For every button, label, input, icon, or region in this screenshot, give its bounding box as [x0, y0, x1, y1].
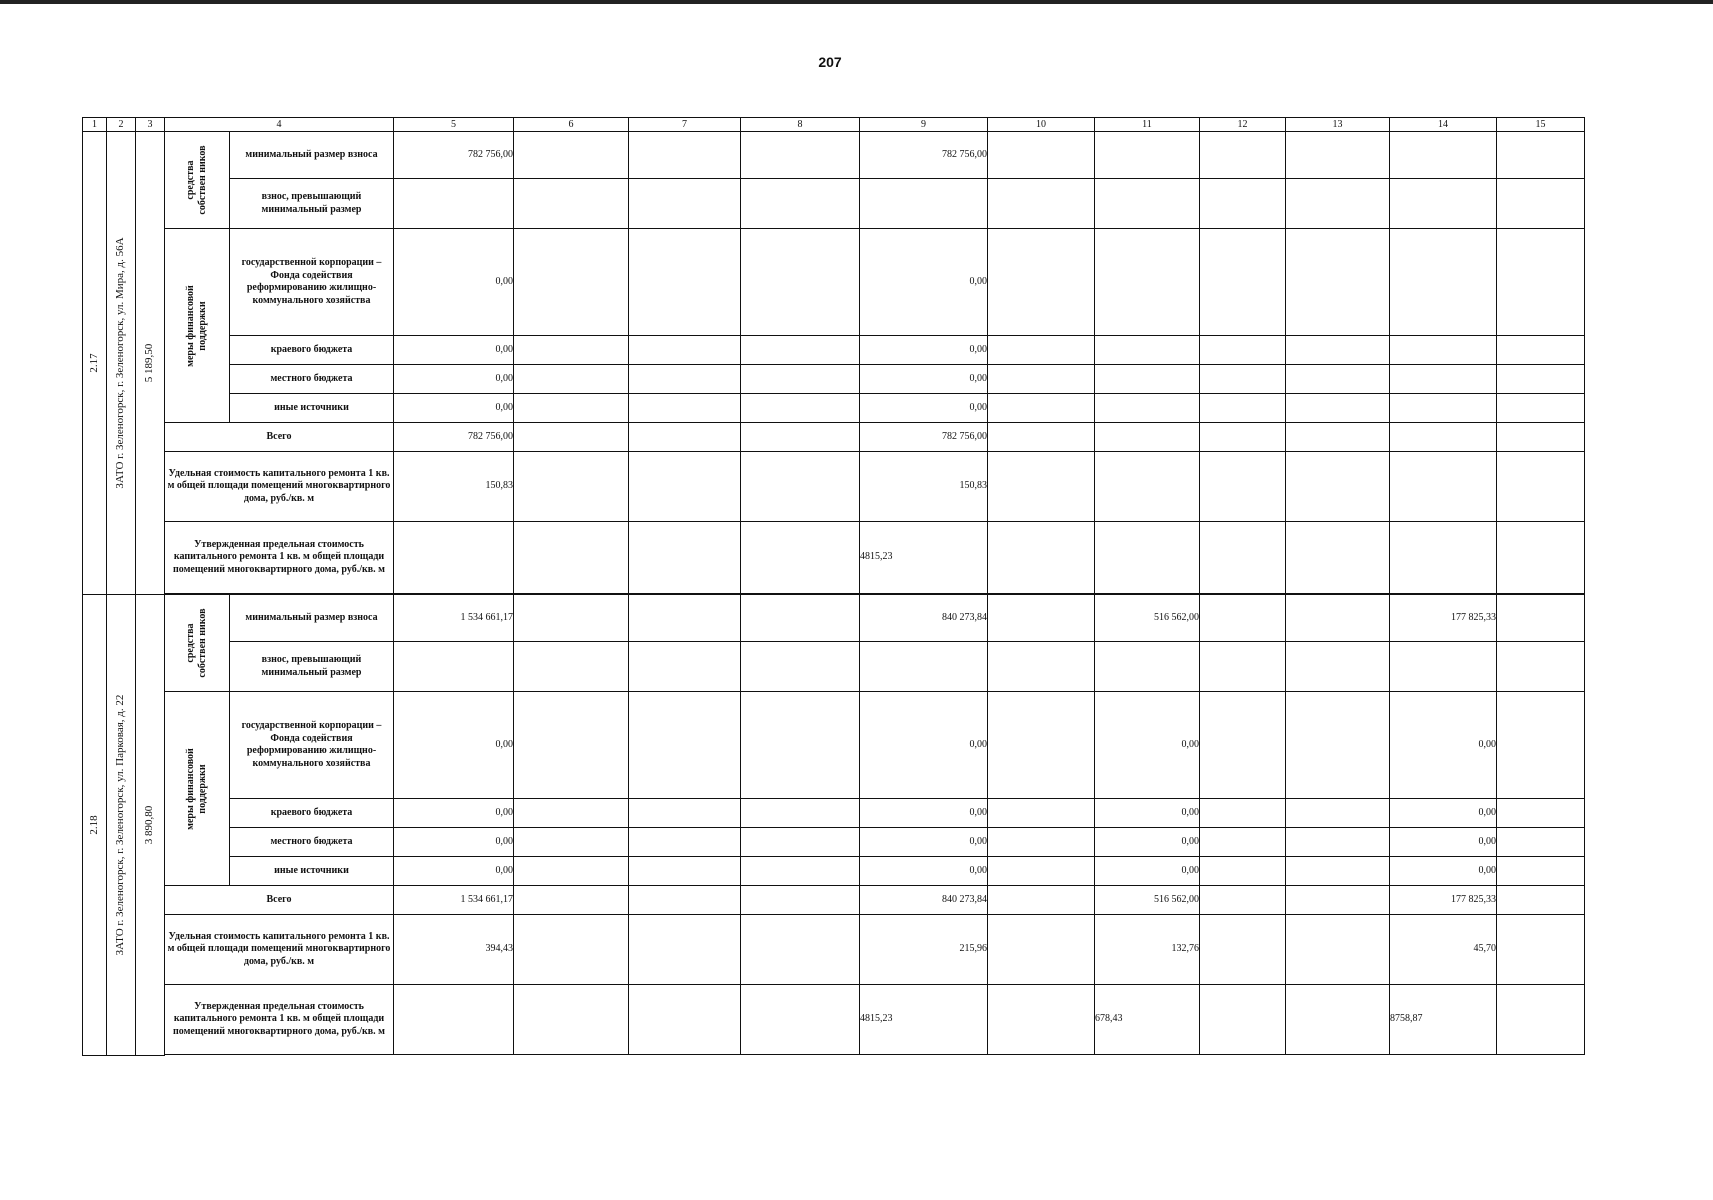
column-header: 1 [83, 118, 107, 132]
group-support-cell [165, 692, 230, 886]
column-header: 3 [136, 118, 165, 132]
table-row [83, 394, 1585, 423]
table-row [83, 642, 1585, 692]
table-row [83, 857, 1585, 886]
column-header: 8 [741, 118, 860, 132]
value-cell: 840 273,84 [860, 595, 988, 642]
group-owners-label: средства собствен ников [185, 145, 208, 215]
value-cell: 0,00 [860, 799, 988, 828]
row-label: краевого бюджета [230, 799, 394, 828]
value-cell: 0,00 [860, 828, 988, 857]
value-cell: 782 756,00 [860, 132, 988, 179]
column-header: 14 [1390, 118, 1497, 132]
table-row [83, 229, 1585, 336]
value-cell: 0,00 [860, 692, 988, 799]
value-cell: 516 562,00 [1095, 595, 1200, 642]
address-cell [107, 132, 136, 595]
row-label: взнос, превышающий минимальный размер [230, 642, 394, 692]
value-cell: 394,43 [394, 915, 514, 985]
table-row [83, 985, 1585, 1055]
value-cell: 0,00 [860, 365, 988, 394]
column-header: 10 [988, 118, 1095, 132]
top-rule [0, 0, 1713, 4]
value-cell: 0,00 [1390, 799, 1497, 828]
column-header-row [83, 118, 1585, 132]
group-support-label: меры финансовой поддержки [185, 284, 208, 367]
value-cell: 0,00 [1095, 857, 1200, 886]
value-cell: 150,83 [860, 452, 988, 522]
value-cell: 0,00 [394, 336, 514, 365]
row-label: минимальный размер взноса [230, 132, 394, 179]
table-row [83, 423, 1585, 452]
group-support-label: меры финансовой поддержки [185, 747, 208, 830]
value-cell: 782 756,00 [860, 423, 988, 452]
table-row [83, 886, 1585, 915]
value-cell: 0,00 [860, 229, 988, 336]
value-cell: 215,96 [860, 915, 988, 985]
column-header: 12 [1200, 118, 1286, 132]
unit-cost-label: Удельная стоимость капитального ремонта 1 кв. м общей площади помещений многоквартирного дома, руб./кв. м [165, 915, 394, 985]
value-cell: 0,00 [394, 365, 514, 394]
column-header: 6 [514, 118, 629, 132]
column-header: 13 [1286, 118, 1390, 132]
table-row [83, 336, 1585, 365]
value-cell: 177 825,33 [1390, 886, 1497, 915]
value-cell: 1 534 661,17 [394, 886, 514, 915]
value-cell: 132,76 [1095, 915, 1200, 985]
limit-cost-label: Утвержденная предельная стоимость капитального ремонта 1 кв. м общей площади помещений многоквартирного дома, руб./кв. м [165, 985, 394, 1055]
value-cell: 177 825,33 [1390, 595, 1497, 642]
row-number: 2.18 [87, 815, 100, 835]
table-row [83, 132, 1585, 179]
row-label: местного бюджета [230, 828, 394, 857]
row-label: государственной корпорации – Фонда содействия реформированию жилищно-коммунального хозяйства [230, 692, 394, 799]
total-label: Всего [165, 423, 394, 452]
area: 3 890,80 [143, 805, 156, 844]
table-row [83, 179, 1585, 229]
table-row [83, 799, 1585, 828]
value-cell: 678,43 [1095, 985, 1200, 1055]
value-cell: 516 562,00 [1095, 886, 1200, 915]
row-label: иные источники [230, 394, 394, 423]
value-cell: 0,00 [860, 394, 988, 423]
value-cell: 0,00 [394, 394, 514, 423]
value-cell: 150,83 [394, 452, 514, 522]
table-row [83, 452, 1585, 522]
group-owners-cell [165, 595, 230, 692]
table-row [83, 692, 1585, 799]
value-cell: 782 756,00 [394, 132, 514, 179]
row-number: 2.17 [87, 353, 100, 373]
column-header: 9 [860, 118, 988, 132]
value-cell: 0,00 [860, 336, 988, 365]
value-cell: 0,00 [394, 229, 514, 336]
table-row [83, 522, 1585, 594]
area-cell [136, 595, 165, 1056]
total-label: Всего [165, 886, 394, 915]
column-header: 2 [107, 118, 136, 132]
value-cell: 0,00 [1390, 692, 1497, 799]
row-label: взнос, превышающий минимальный размер [230, 179, 394, 229]
row-label: краевого бюджета [230, 336, 394, 365]
unit-cost-label: Удельная стоимость капитального ремонта 1 кв. м общей площади помещений многоквартирного дома, руб./кв. м [165, 452, 394, 522]
value-cell: 840 273,84 [860, 886, 988, 915]
capital-repair-table [82, 117, 1585, 1056]
value-cell: 4815,23 [860, 522, 988, 594]
address: ЗАТО г. Зеленогорск, г. Зеленогорск, ул. Мира, д. 56А [114, 237, 127, 489]
row-label: государственной корпорации – Фонда содействия реформированию жилищно-коммунального хозяйства [230, 229, 394, 336]
column-header: 5 [394, 118, 514, 132]
table-row [83, 365, 1585, 394]
column-header: 15 [1497, 118, 1585, 132]
table-row [83, 828, 1585, 857]
row-label: минимальный размер взноса [230, 595, 394, 642]
table-row [83, 595, 1585, 642]
area-cell [136, 132, 165, 595]
row-number-cell [83, 595, 107, 1056]
row-label: иные источники [230, 857, 394, 886]
group-owners-label: средства собствен ников [185, 608, 208, 678]
area: 5 189,50 [143, 343, 156, 383]
value-cell: 1 534 661,17 [394, 595, 514, 642]
value-cell: 0,00 [394, 828, 514, 857]
limit-cost-label: Утвержденная предельная стоимость капитального ремонта 1 кв. м общей площади помещений многоквартирного дома, руб./кв. м [165, 522, 394, 594]
table-row [83, 915, 1585, 985]
value-cell: 4815,23 [860, 985, 988, 1055]
value-cell: 0,00 [1095, 828, 1200, 857]
row-number-cell [83, 132, 107, 595]
column-header: 11 [1095, 118, 1200, 132]
value-cell: 0,00 [394, 857, 514, 886]
value-cell: 0,00 [1095, 799, 1200, 828]
value-cell: 0,00 [394, 692, 514, 799]
page-number: 207 [818, 54, 842, 70]
value-cell: 8758,87 [1390, 985, 1497, 1055]
group-support-cell [165, 229, 230, 423]
row-label: местного бюджета [230, 365, 394, 394]
value-cell: 45,70 [1390, 915, 1497, 985]
column-header: 7 [629, 118, 741, 132]
column-header: 4 [165, 118, 394, 132]
value-cell: 0,00 [1390, 857, 1497, 886]
value-cell: 0,00 [860, 857, 988, 886]
value-cell: 0,00 [1390, 828, 1497, 857]
address: ЗАТО г. Зеленогорск, г. Зеленогорск, ул. Парковая, д. 22 [114, 694, 127, 956]
address-cell [107, 595, 136, 1056]
value-cell: 782 756,00 [394, 423, 514, 452]
value-cell: 0,00 [1095, 692, 1200, 799]
value-cell: 0,00 [394, 799, 514, 828]
group-owners-cell [165, 132, 230, 229]
